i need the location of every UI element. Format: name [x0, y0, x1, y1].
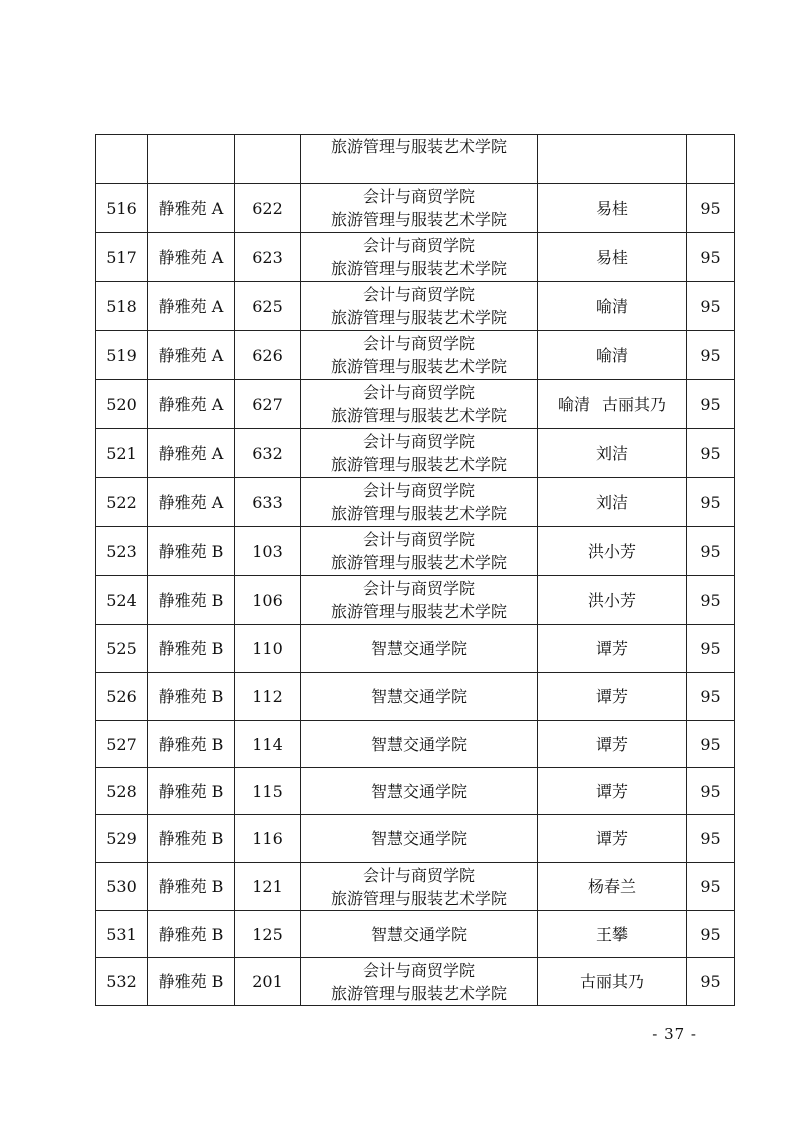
- cell-manager: [538, 721, 687, 768]
- cell-room: 622: [235, 184, 301, 233]
- cell-manager: [538, 233, 687, 282]
- college-line: 会计与商贸学院: [362, 530, 475, 549]
- cell-college: [301, 958, 538, 1006]
- college-line: 会计与商贸学院: [362, 285, 475, 304]
- college-line: 旅游管理与服装艺术学院: [330, 308, 507, 327]
- cell-manager: [538, 527, 687, 576]
- manager-name: 谭芳: [595, 687, 628, 706]
- cell-room: 633: [235, 478, 301, 527]
- cell-score: 95: [687, 768, 735, 815]
- cell-building: 静雅苑 B: [148, 576, 235, 625]
- cell-building: 静雅苑 A: [148, 478, 235, 527]
- cell-number: 519: [96, 331, 148, 380]
- cell-score: 95: [687, 282, 735, 331]
- cell-college: [301, 429, 538, 478]
- cell-score: 95: [687, 478, 735, 527]
- cell-college: [301, 576, 538, 625]
- manager-name: 古丽其乃: [579, 972, 644, 991]
- manager-name: 洪小芳: [587, 590, 636, 610]
- cell-number: 532: [96, 958, 148, 1006]
- cell-number: 517: [96, 233, 148, 282]
- cell-number: 523: [96, 527, 148, 576]
- cell-college: [301, 625, 538, 673]
- cell-building: 静雅苑 A: [148, 184, 235, 233]
- cell-score: 95: [687, 911, 735, 958]
- college-line: 旅游管理与服装艺术学院: [330, 406, 507, 425]
- table-row: [96, 911, 735, 958]
- cell-room: 116: [235, 815, 301, 863]
- table-row: [96, 478, 735, 527]
- cell-building: 静雅苑 A: [148, 331, 235, 380]
- cell-building: 静雅苑 B: [148, 863, 235, 911]
- cell-building: 静雅苑 A: [148, 282, 235, 331]
- manager-name: 谭芳: [595, 734, 628, 754]
- cell-number: [96, 135, 148, 184]
- table-row: [96, 958, 735, 1006]
- cell-building: 静雅苑 A: [148, 429, 235, 478]
- cell-building: 静雅苑 B: [148, 673, 235, 721]
- table-row-continued: [96, 135, 735, 184]
- table-row: [96, 429, 735, 478]
- cell-room: 110: [235, 625, 301, 673]
- cell-score: 95: [687, 380, 735, 429]
- college-line: 旅游管理与服装艺术学院: [330, 357, 507, 376]
- cell-number: 516: [96, 184, 148, 233]
- manager-name: 杨春兰: [587, 877, 636, 896]
- cell-room: 632: [235, 429, 301, 478]
- cell-score: 95: [687, 429, 735, 478]
- manager-name: 喻清: [595, 296, 628, 316]
- cell-score: 95: [687, 815, 735, 863]
- table-row: [96, 863, 735, 911]
- cell-building: 静雅苑 B: [148, 721, 235, 768]
- cell-college: [301, 282, 538, 331]
- college-line: 旅游管理与服装艺术学院: [330, 602, 507, 621]
- dormitory-table: [95, 134, 735, 1006]
- cell-college: [301, 911, 538, 958]
- cell-score: 95: [687, 721, 735, 768]
- cell-college: [301, 331, 538, 380]
- cell-building: 静雅苑 A: [148, 380, 235, 429]
- cell-number: 524: [96, 576, 148, 625]
- college-line: 智慧交通学院: [370, 639, 467, 658]
- cell-building: [148, 135, 235, 184]
- cell-manager: [538, 673, 687, 721]
- college-line: 会计与商贸学院: [362, 187, 475, 206]
- cell-number: 522: [96, 478, 148, 527]
- cell-room: 114: [235, 721, 301, 768]
- cell-manager: [538, 625, 687, 673]
- cell-number: 518: [96, 282, 148, 331]
- college-line: 会计与商贸学院: [362, 432, 475, 451]
- cell-room: 121: [235, 863, 301, 911]
- cell-manager: [538, 331, 687, 380]
- cell-manager: [538, 958, 687, 1006]
- manager-name: 谭芳: [595, 639, 628, 658]
- cell-number: 529: [96, 815, 148, 863]
- college-line: 智慧交通学院: [370, 734, 467, 754]
- table-row: [96, 233, 735, 282]
- college-line: 旅游管理与服装艺术学院: [330, 137, 507, 156]
- cell-building: 静雅苑 B: [148, 625, 235, 673]
- college-line: 旅游管理与服装艺术学院: [330, 983, 507, 1003]
- page-number: - 37 -: [652, 1025, 697, 1043]
- cell-manager: [538, 576, 687, 625]
- cell-score: 95: [687, 527, 735, 576]
- cell-manager: [538, 184, 687, 233]
- college-line: 旅游管理与服装艺术学院: [330, 888, 507, 908]
- cell-room: 627: [235, 380, 301, 429]
- cell-college: [301, 815, 538, 863]
- manager-name: 刘洁: [595, 492, 628, 512]
- college-line: 旅游管理与服装艺术学院: [330, 210, 507, 229]
- table-row: [96, 625, 735, 673]
- cell-room: 103: [235, 527, 301, 576]
- college-line: 智慧交通学院: [370, 687, 467, 706]
- cell-room: 626: [235, 331, 301, 380]
- cell-building: 静雅苑 B: [148, 815, 235, 863]
- manager-name: 洪小芳: [587, 541, 636, 561]
- manager-name: 易桂: [595, 247, 628, 267]
- table-row: [96, 673, 735, 721]
- college-line: 会计与商贸学院: [362, 334, 475, 353]
- cell-college: [301, 478, 538, 527]
- manager-name: 喻清: [595, 345, 628, 365]
- table-row: [96, 380, 735, 429]
- cell-room: 625: [235, 282, 301, 331]
- manager-name: 喻清: [557, 394, 590, 414]
- college-line: 会计与商贸学院: [362, 236, 475, 255]
- cell-score: 95: [687, 576, 735, 625]
- cell-manager: [538, 380, 687, 429]
- cell-score: 95: [687, 331, 735, 380]
- cell-score: 95: [687, 233, 735, 282]
- manager-name: 易桂: [595, 198, 628, 218]
- cell-building: 静雅苑 B: [148, 911, 235, 958]
- college-line: 旅游管理与服装艺术学院: [330, 455, 507, 474]
- cell-number: 525: [96, 625, 148, 673]
- cell-manager: [538, 768, 687, 815]
- cell-manager: [538, 911, 687, 958]
- cell-building: 静雅苑 B: [148, 768, 235, 815]
- cell-number: 521: [96, 429, 148, 478]
- cell-room: 125: [235, 911, 301, 958]
- cell-manager: [538, 282, 687, 331]
- college-line: 会计与商贸学院: [362, 865, 475, 885]
- cell-room: 201: [235, 958, 301, 1006]
- college-line: 旅游管理与服装艺术学院: [330, 553, 507, 572]
- cell-building: 静雅苑 B: [148, 958, 235, 1006]
- cell-number: 526: [96, 673, 148, 721]
- table-row: [96, 282, 735, 331]
- cell-number: 527: [96, 721, 148, 768]
- cell-college: [301, 768, 538, 815]
- cell-college: [301, 184, 538, 233]
- cell-score: 95: [687, 673, 735, 721]
- manager-name: 刘洁: [595, 443, 628, 463]
- cell-building: 静雅苑 A: [148, 233, 235, 282]
- manager-name: 谭芳: [595, 829, 628, 848]
- cell-score: 95: [687, 863, 735, 911]
- college-line: 旅游管理与服装艺术学院: [330, 259, 507, 278]
- cell-room: 623: [235, 233, 301, 282]
- college-line: 会计与商贸学院: [362, 383, 475, 402]
- cell-college: [301, 380, 538, 429]
- cell-manager: [538, 429, 687, 478]
- college-line: 会计与商贸学院: [362, 579, 475, 598]
- manager-name: 古丽其乃: [602, 394, 667, 414]
- cell-score: 95: [687, 958, 735, 1006]
- cell-college: [301, 233, 538, 282]
- college-line: 会计与商贸学院: [362, 960, 475, 980]
- manager-name: 王攀: [595, 924, 628, 944]
- cell-number: 530: [96, 863, 148, 911]
- cell-college: [301, 527, 538, 576]
- cell-number: 531: [96, 911, 148, 958]
- table-row: [96, 331, 735, 380]
- cell-number: 520: [96, 380, 148, 429]
- college-line: 会计与商贸学院: [362, 481, 475, 500]
- cell-manager: [538, 135, 687, 184]
- cell-room: 106: [235, 576, 301, 625]
- college-line: 智慧交通学院: [370, 924, 467, 944]
- table-row: [96, 576, 735, 625]
- table-row: [96, 527, 735, 576]
- cell-number: 528: [96, 768, 148, 815]
- table-row: [96, 815, 735, 863]
- cell-room: 112: [235, 673, 301, 721]
- cell-building: 静雅苑 B: [148, 527, 235, 576]
- college-line: 旅游管理与服装艺术学院: [330, 504, 507, 523]
- table-row: [96, 721, 735, 768]
- cell-manager: [538, 863, 687, 911]
- cell-manager: [538, 478, 687, 527]
- cell-college: [301, 673, 538, 721]
- cell-college: [301, 721, 538, 768]
- cell-room: [235, 135, 301, 184]
- cell-college: [301, 135, 538, 184]
- college-line: 智慧交通学院: [370, 829, 467, 848]
- cell-score: 95: [687, 184, 735, 233]
- cell-room: 115: [235, 768, 301, 815]
- cell-manager: [538, 815, 687, 863]
- table-row: [96, 768, 735, 815]
- cell-score: 95: [687, 625, 735, 673]
- manager-name: 谭芳: [595, 781, 628, 801]
- college-line: 智慧交通学院: [370, 781, 467, 801]
- table-row: [96, 184, 735, 233]
- cell-score: [687, 135, 735, 184]
- cell-college: [301, 863, 538, 911]
